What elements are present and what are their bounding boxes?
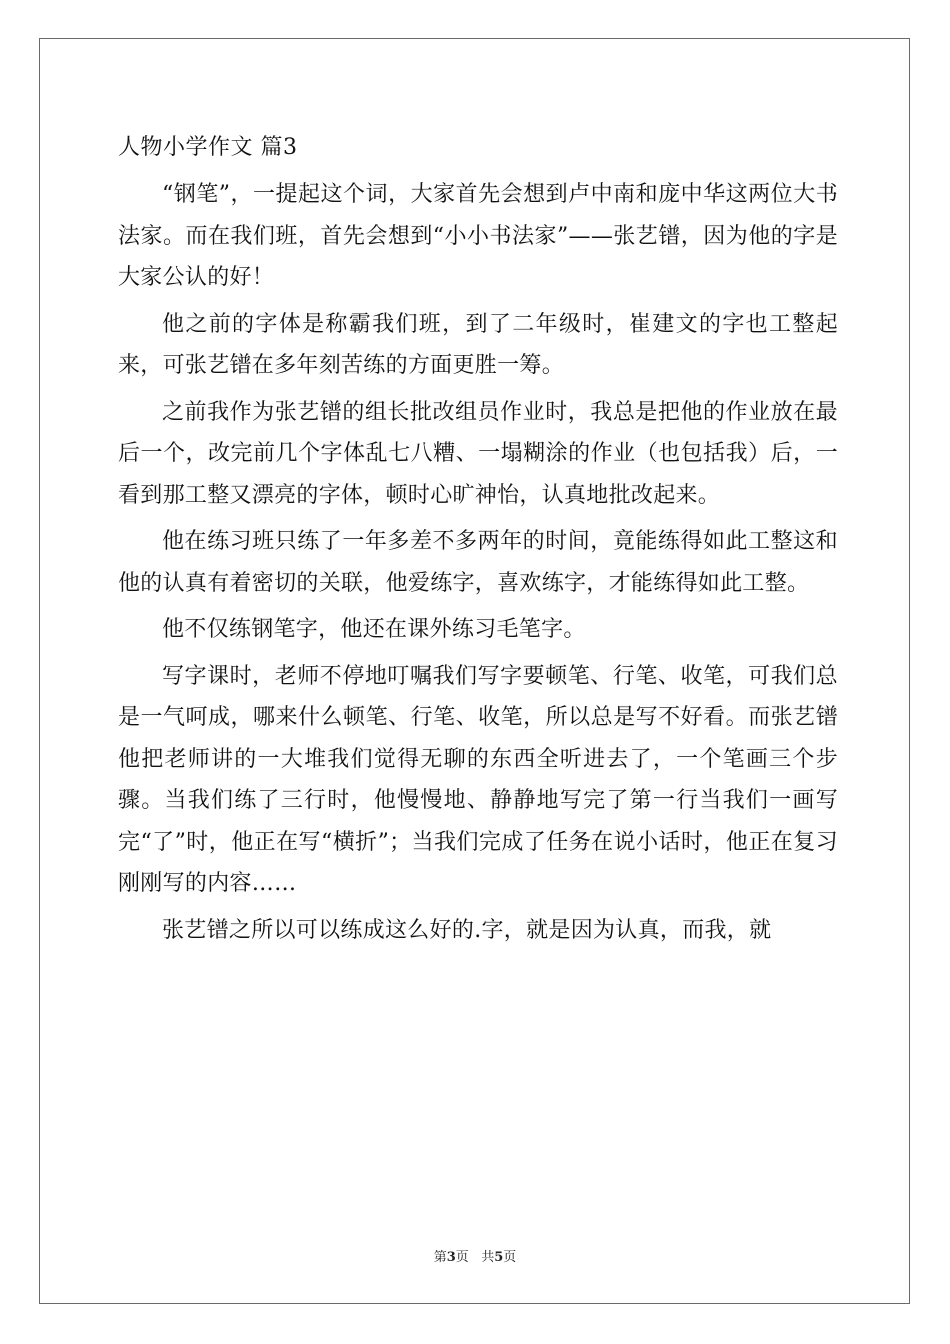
page-suffix: 页 [455,1250,469,1265]
total-suffix: 页 [503,1250,517,1265]
paragraph-5: 他不仅练钢笔字，他还在课外练习毛笔字。 [162,617,586,642]
paragraph-3: 之前我作为张艺镨的组长批改组员作业时，我总是把他的作业放在最后一个，改完前几个字体乱七八糟、一塌糊涂的作业（也包括我）后，一看到那工整又漂亮的字体，顿时心旷神怡，认真地批改起来。 [118,399,838,508]
page-footer [0,1246,950,1265]
total-pages: 5 [494,1250,504,1265]
paragraph-4: 他在练习班只练了一年多差不多两年的时间，竟能练得如此工整这和他的认真有着密切的关联，他爱练字，喜欢练字，才能练得如此工整。 [118,529,838,596]
page-prefix: 第 [433,1250,447,1265]
paragraph-7: 张艺镨之所以可以练成这么好的.字，就是因为认真，而我，就 [162,917,772,943]
document-body [118,128,838,956]
paragraph-2: 他之前的字体是称霸我们班，到了二年级时，崔建文的字也工整起来，可张艺镨在多年刻苦练的方面更胜一筹。 [118,311,838,378]
page-number: 3 [446,1250,456,1265]
paragraph-1: “钢笔”，一提起这个词，大家首先会想到卢中南和庞中华这两位大书法家。而在我们班，首先会想到“小小书法家”——张艺镨，因为他的字是大家公认的好！ [118,182,838,290]
total-prefix: 共 [481,1250,495,1265]
paragraph-6: 写字课时，老师不停地叮嘱我们写字要顿笔、行笔、收笔，可我们总是一气呵成，哪来什么顿笔、行笔、收笔，所以总是写不好看。而张艺镨他把老师讲的一大堆我们觉得无聊的东西全听进去了，一个笔画三个步骤。当我们练了三行时，他慢慢地、静静地写完了第一行当我们一画写完“了”时，他正在写“横折”；当我们完成了任务在说小话时，他正在复习刚刚写的内容…… [118,663,838,896]
essay-heading: 人物小学作文 篇3 [118,135,298,160]
